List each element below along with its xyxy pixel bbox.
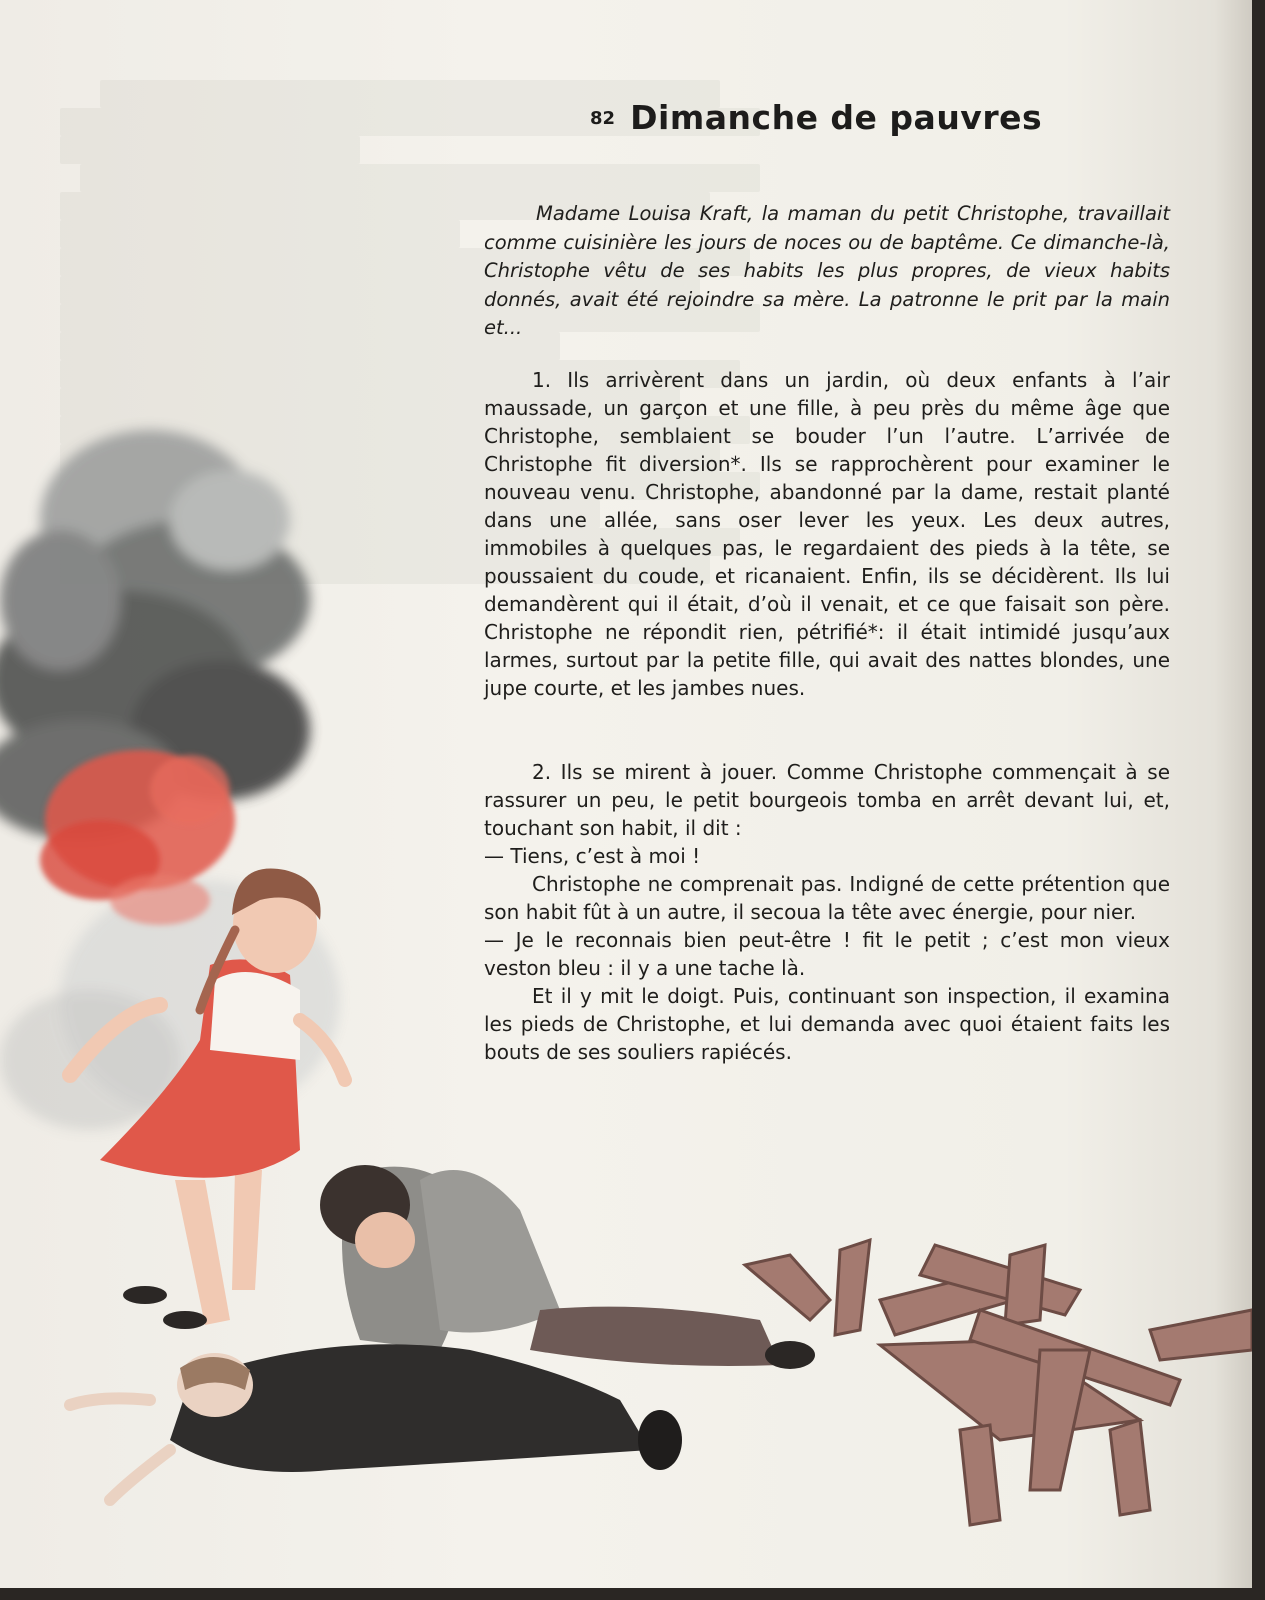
dialogue-line-2: — Je le reconnais bien peut-être ! fit le petit ; c’est mon vieux veston bleu : il y a une tache là. bbox=[484, 928, 1170, 980]
toppled-benches bbox=[745, 1240, 1252, 1525]
page-title: Dimanche de pauvres bbox=[630, 98, 1043, 137]
kneeling-boy-figure bbox=[320, 1165, 815, 1369]
intro-paragraph: Madame Louisa Kraft, la maman du petit Christophe, travaillait comme cuisinière les jours de noces ou de baptême. Ce dimanche-là, Christophe vêtu de ses habits les plus propres, de vieux habits donnés, avait été rejoindre sa mère. La patronne le prit par la main et... bbox=[484, 202, 1170, 339]
dialogue-line-1: — Tiens, c’est à moi ! bbox=[484, 844, 701, 868]
paragraph-2-line-3: Christophe ne comprenait pas. Indigné de cette prétention que son habit fût à un autre, il secoua la tête avec énergie, pour nier. bbox=[484, 872, 1170, 924]
page-number: 82 bbox=[590, 108, 616, 129]
paragraph-2-line-5: Et il y mit le doigt. Puis, continuant son inspection, il examina les pieds de Christophe, et lui demanda avec quoi étaient faits les bouts de ses souliers rapiécés. bbox=[484, 984, 1170, 1064]
paragraph-2 bbox=[484, 758, 1170, 1066]
paragraph-1: 1. Ils arrivèrent dans un jardin, où deux enfants à l’air maussade, un garçon et une fille, à peu près du même âge que Christophe, semblaient se bouder l’un l’autre. L’arrivée de Christophe fit diversion*. Ils se rapprochèrent pour examiner le nouveau venu. Christophe, abandonné par la dame, restait planté dans une allée, sans oser lever les yeux. Les deux autres, immobiles à quelques pas, le regardaient des pieds à la tête, se poussaient du coude, et ricanaient. Enfin, ils se décidèrent. Ils lui demandèrent qui il était, d’où il venait, et ce que faisait son père. Christophe ne répondit rien, pétrifié*: il était intimidé jusqu’aux larmes, surtout par la petite fille, qui avait des nattes blondes, une jupe courte, et les jambes nues. bbox=[484, 368, 1170, 700]
heading bbox=[590, 98, 1042, 137]
paragraph-2-line-1: 2. Ils se mirent à jouer. Comme Christophe commençait à se rassurer un peu, le petit bourgeois tomba en arrêt devant lui, et, touchant son habit, il dit : bbox=[484, 760, 1170, 840]
fallen-boy-figure bbox=[70, 1344, 682, 1500]
red-bush bbox=[40, 750, 235, 925]
